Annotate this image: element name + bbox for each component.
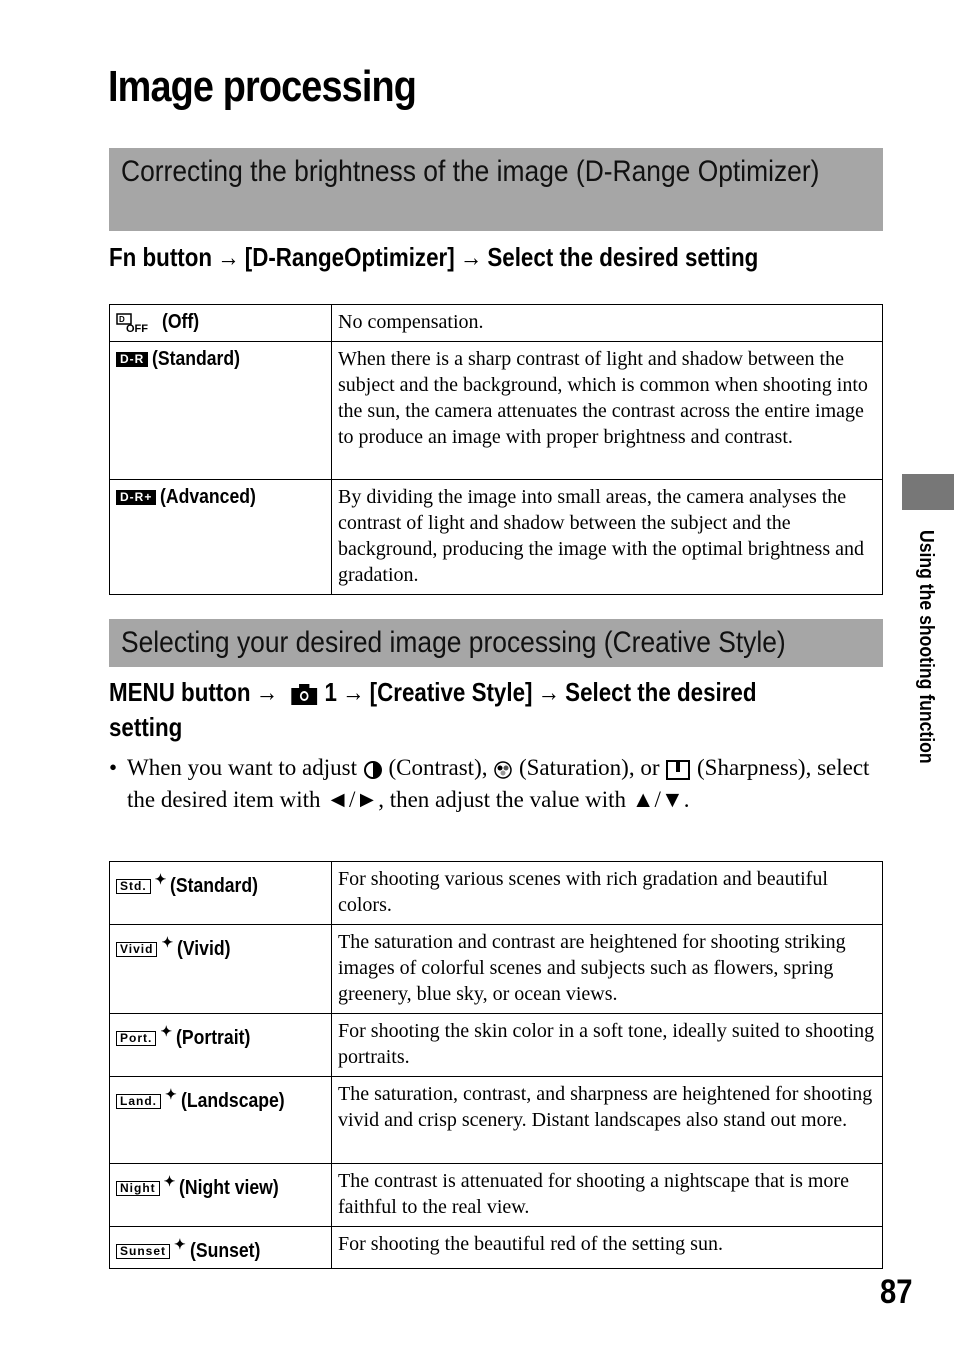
plus-icon: ✦: [160, 1023, 173, 1039]
procedure-continuation: setting: [109, 712, 183, 742]
setting-label: (Advanced): [160, 486, 257, 508]
table-row: [110, 925, 883, 1014]
bullet-marker: •: [109, 755, 118, 780]
setting-label: (Off): [162, 311, 200, 333]
setting-description: When there is a sharp contrast of light and shadow between the subject and the background, which is common when shooting into the sun, the camera attenuates the contrast across the entire image to produce an image with proper brightness and contrast.: [332, 342, 883, 480]
page-title: Image processing: [108, 62, 417, 111]
setting-label: (Landscape): [180, 1089, 285, 1112]
style-portrait-icon: Port.: [116, 1031, 156, 1046]
setting-label: (Standard): [170, 874, 259, 897]
style-night-view-icon: Night: [116, 1181, 160, 1196]
setting-description: No compensation.: [332, 305, 883, 342]
setting-label: (Vivid): [177, 937, 231, 960]
setting-key: [110, 305, 332, 342]
setting-label: (Sunset): [189, 1239, 261, 1262]
d-range-advanced-icon: D-R+: [116, 490, 156, 505]
setting-description: The contrast is attenuated for shooting a nightscape that is more faithful to the real view.: [332, 1164, 883, 1227]
table-row: [110, 862, 883, 925]
procedure-step: MENU button: [109, 677, 251, 707]
section-heading-d-range: [109, 148, 883, 231]
procedure-step: Fn button: [109, 242, 213, 272]
procedure-step: [Creative Style]: [369, 677, 533, 707]
table-row: [110, 1077, 883, 1164]
plus-icon: ✦: [154, 871, 167, 887]
d-range-off-icon: [116, 310, 156, 336]
camera-icon: [290, 675, 318, 709]
setting-key: [110, 862, 332, 925]
plus-icon: ✦: [163, 1173, 176, 1189]
table-row: [110, 1164, 883, 1227]
style-sunset-icon: Sunset: [116, 1244, 170, 1259]
svg-text:D: D: [119, 315, 125, 325]
d-range-standard-icon: D-R: [116, 352, 148, 367]
setting-key: [110, 1014, 332, 1077]
arrow-icon: →: [459, 242, 483, 272]
bullet-note: [109, 752, 879, 816]
table-row: [110, 342, 883, 480]
plus-icon: ✦: [165, 1086, 177, 1102]
side-section-label: Using the shooting function: [915, 530, 937, 764]
d-range-table: [109, 304, 883, 595]
section-heading-text: Correcting the brightness of the image (D-Range Optimizer): [121, 155, 820, 188]
setting-key: [110, 925, 332, 1014]
procedure-creative-style: [109, 675, 757, 709]
table-row: [110, 1014, 883, 1077]
svg-text:OFF: OFF: [126, 323, 148, 334]
page-number: 87: [880, 1273, 913, 1311]
procedure-step: 1: [324, 677, 337, 707]
arrow-icon: →: [342, 677, 365, 707]
setting-label: (Night view): [179, 1176, 280, 1199]
sharpness-icon: [665, 755, 691, 780]
section-heading-creative-style: [109, 619, 883, 667]
section-heading-text: Selecting your desired image processing (Creative Style): [121, 626, 786, 659]
setting-key: [110, 1227, 332, 1269]
setting-label: (Standard): [152, 348, 241, 370]
bullet-text: [127, 752, 879, 816]
arrow-icon: →: [255, 677, 279, 707]
table-row: [110, 480, 883, 595]
arrow-icon: →: [217, 242, 240, 272]
arrow-icon: →: [537, 677, 560, 707]
plus-icon: ✦: [174, 1236, 186, 1252]
setting-key: [110, 342, 332, 480]
setting-description: The saturation, contrast, and sharpness are heightened for shooting vivid and crisp scenery. Distant landscapes also stand out more.: [332, 1077, 883, 1164]
setting-description: For shooting the skin color in a soft tone, ideally suited to shooting portraits.: [332, 1014, 883, 1077]
table-row: [110, 305, 883, 342]
bullet-text-part: (Sharpness), select the desired item with ◄/►, then adjust the value with ▲/▼.: [127, 755, 870, 812]
setting-description: The saturation and contrast are heightened for shooting striking images of colorful scenes and subjects such as flowers, spring greenery, blue sky, or ocean views.: [332, 925, 883, 1014]
creative-style-table: [109, 861, 883, 1269]
contrast-icon: [363, 755, 383, 780]
procedure-step: Select the desired: [565, 677, 757, 707]
style-vivid-icon: Vivid: [116, 942, 157, 957]
procedure-step: [D-RangeOptimizer]: [244, 242, 455, 272]
setting-key: [110, 1164, 332, 1227]
plus-icon: ✦: [161, 934, 174, 950]
procedure-d-range: [109, 240, 758, 274]
procedure-step: Select the desired setting: [487, 242, 759, 272]
bullet-text-part: (Saturation), or: [518, 755, 660, 780]
table-row: [110, 1227, 883, 1269]
setting-key: [110, 1077, 332, 1164]
setting-label: (Portrait): [176, 1026, 251, 1049]
saturation-icon: [493, 755, 513, 780]
bullet-text-part: (Contrast),: [388, 755, 488, 780]
style-standard-icon: Std.: [116, 879, 151, 894]
bullet-text-part: When you want to adjust: [127, 755, 357, 780]
setting-description: By dividing the image into small areas, the camera analyses the contrast of light and shadow between the subject and the background, producing the image with the optimal brightness and gradation.: [332, 480, 883, 595]
style-landscape-icon: Land.: [116, 1094, 161, 1109]
setting-description: For shooting various scenes with rich gradation and beautiful colors.: [332, 862, 883, 925]
setting-description: For shooting the beautiful red of the setting sun.: [332, 1227, 883, 1269]
side-tab-marker: [902, 474, 954, 510]
setting-key: [110, 480, 332, 595]
